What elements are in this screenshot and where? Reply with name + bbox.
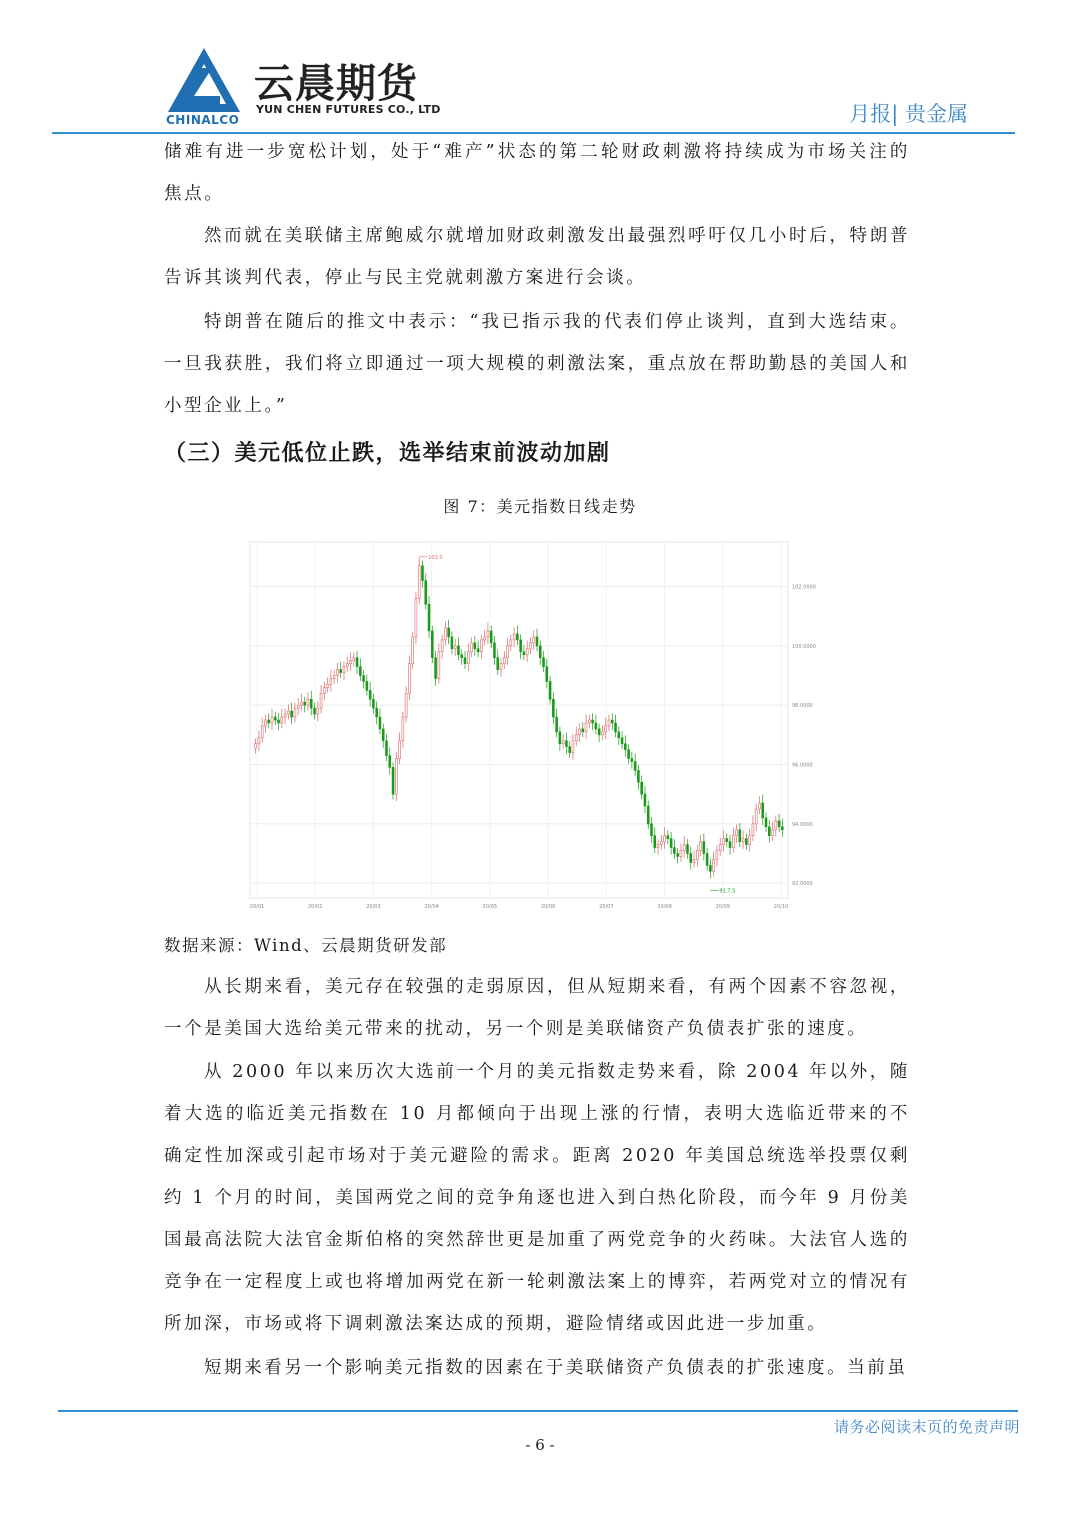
candle-body: [336, 670, 338, 676]
candle-body: [471, 643, 473, 652]
candle-body: [778, 821, 780, 827]
candle-body: [651, 824, 653, 836]
candle-body: [448, 628, 450, 637]
company-name-en: YUN CHEN FUTURES CO., LTD: [256, 103, 441, 116]
candle-body: [297, 705, 299, 708]
candle-body: [271, 717, 273, 723]
candle-body: [706, 854, 708, 866]
logo-short-name: CHINALCO: [166, 113, 240, 127]
candle-body: [536, 637, 538, 646]
candle-body: [664, 836, 666, 842]
annotation-label: 91.7.5: [719, 888, 736, 895]
candle-body: [353, 658, 355, 661]
candle-body: [330, 678, 332, 684]
candle-body: [621, 738, 623, 744]
footer-divider: [58, 1410, 1018, 1412]
candle-body: [634, 762, 636, 771]
candle-body: [637, 770, 639, 782]
candle-body: [503, 658, 505, 664]
candle-body: [624, 744, 626, 750]
candle-body: [402, 717, 404, 741]
candle-body: [350, 661, 352, 664]
candle-body: [497, 658, 499, 670]
candle-body: [781, 827, 783, 830]
x-tick-label: 20/07: [599, 904, 614, 910]
candle-body: [438, 652, 440, 679]
candle-body: [647, 806, 649, 824]
candle-body: [399, 741, 401, 759]
candle-body: [356, 658, 358, 667]
candle-body: [382, 729, 384, 741]
candle-body: [565, 741, 567, 747]
candle-body: [480, 640, 482, 652]
x-tick-label: 20/04: [424, 904, 439, 910]
paragraph-2: 然而就在美联储主席鲍威尔就增加财政刺激发出最强烈呼吁仅几小时后，特朗普告诉其谈判代表，停止与民主党就刺激方案进行会谈。: [164, 226, 910, 288]
candle-body: [569, 747, 571, 753]
x-tick-label: 20/06: [540, 904, 556, 910]
candle-body: [513, 634, 515, 640]
section-heading: （三）美元低位止跌，选举结束前波动加剧: [164, 440, 611, 466]
dollar-index-chart: [240, 534, 820, 914]
candle-body: [549, 681, 551, 699]
candle-body: [264, 720, 266, 726]
candle-body: [605, 726, 607, 732]
candle-body: [592, 720, 594, 723]
candle-body: [539, 646, 541, 658]
candle-body: [484, 637, 486, 640]
candle-body: [422, 566, 424, 581]
candle-body: [507, 646, 509, 658]
figure-caption: 图 7：美元指数日线走势: [443, 497, 637, 516]
candle-body: [755, 809, 757, 824]
candle-body: [582, 729, 584, 732]
candle-body: [729, 842, 731, 848]
candle-body: [323, 687, 325, 693]
candle-body: [726, 839, 728, 842]
candle-body: [598, 729, 600, 735]
candle-body: [559, 732, 561, 744]
candle-body: [467, 652, 469, 664]
candle-body: [673, 848, 675, 854]
candle-body: [441, 640, 443, 652]
candle-body: [310, 699, 312, 708]
candle-body: [713, 859, 715, 871]
y-tick-label: 98.0000: [792, 703, 813, 710]
candle-body: [585, 723, 587, 732]
candle-body: [628, 750, 630, 759]
candle-body: [431, 631, 433, 658]
candle-body: [255, 744, 257, 748]
report-type-label: 月报| 贵金属: [849, 102, 968, 126]
candle-body: [601, 732, 603, 735]
candle-body: [775, 821, 777, 830]
candle-body: [405, 693, 407, 717]
candle-body: [320, 693, 322, 708]
candle-body: [376, 708, 378, 717]
chart-svg: [240, 534, 820, 914]
candle-body: [369, 690, 371, 699]
candle-body: [363, 676, 365, 682]
candle-body: [703, 842, 705, 854]
candle-body: [654, 836, 656, 848]
candle-body: [644, 794, 646, 806]
y-tick-label: 100.0000: [792, 643, 816, 650]
x-tick-label: 20/02: [308, 904, 323, 910]
candle-body: [556, 717, 558, 732]
candle-body: [366, 681, 368, 690]
candle-body: [615, 723, 617, 732]
company-name-cn: 云晨期货: [254, 61, 418, 107]
candle-body: [683, 845, 685, 851]
x-tick-label: 20/05: [482, 904, 498, 910]
candle-body: [749, 836, 751, 845]
y-tick-label: 94.0000: [792, 821, 813, 828]
candle-body: [732, 836, 734, 848]
candle-body: [657, 845, 659, 848]
candle-body: [451, 637, 453, 649]
candle-body: [278, 720, 280, 723]
candle-body: [408, 664, 410, 694]
candle-body: [428, 604, 430, 631]
y-tick-label: 102.0000: [792, 584, 816, 591]
candle-body: [314, 708, 316, 714]
candle-body: [258, 738, 260, 744]
candle-body: [454, 646, 456, 649]
x-tick-label: 20/09: [715, 904, 730, 910]
candle-body: [307, 699, 309, 705]
candle-body: [709, 865, 711, 871]
candle-body: [696, 851, 698, 860]
candle-body: [677, 854, 679, 857]
candle-body: [611, 720, 613, 723]
candle-body: [526, 649, 528, 655]
x-tick-label: 20/03: [366, 904, 381, 910]
candle-body: [372, 699, 374, 708]
candle-body: [739, 830, 741, 842]
candle-body: [268, 720, 270, 723]
x-tick-label: 20/01: [249, 904, 265, 910]
candle-body: [281, 717, 283, 723]
candle-body: [543, 658, 545, 667]
candle-body: [765, 818, 767, 827]
candle-body: [631, 759, 633, 762]
candle-body: [575, 735, 577, 741]
y-tick-label: 92.0000: [792, 881, 813, 888]
page-number: - 6 -: [525, 1436, 555, 1454]
candle-body: [722, 839, 724, 845]
candle-body: [291, 711, 293, 717]
candle-body: [457, 646, 459, 655]
candle-body: [562, 741, 564, 744]
candle-body: [412, 637, 414, 664]
candle-body: [693, 859, 695, 862]
candle-body: [477, 649, 479, 652]
candle-body: [690, 854, 692, 863]
candle-body: [461, 655, 463, 658]
candle-body: [379, 717, 381, 729]
candle-body: [333, 676, 335, 679]
candle-body: [389, 756, 391, 768]
candle-body: [529, 643, 531, 649]
candle-body: [487, 631, 489, 637]
candle-body: [520, 640, 522, 652]
candle-body: [493, 643, 495, 658]
candle-body: [415, 598, 417, 637]
candle-body: [745, 839, 747, 845]
candle-body: [670, 839, 672, 848]
candle-body: [719, 845, 721, 851]
candle-body: [343, 667, 345, 673]
candle-body: [294, 708, 296, 717]
candle-body: [687, 845, 689, 854]
candle-body: [261, 726, 263, 738]
candle-body: [516, 634, 518, 640]
annotation-label: 103.0: [428, 554, 443, 561]
candle-body: [346, 664, 348, 667]
candle-body: [768, 827, 770, 836]
candle-body: [327, 684, 329, 687]
candle-body: [395, 759, 397, 795]
candle-body: [392, 767, 394, 794]
candle-body: [425, 581, 427, 605]
candle-body: [500, 664, 502, 670]
candle-body: [588, 720, 590, 723]
candle-body: [435, 658, 437, 679]
candle-body: [474, 643, 476, 649]
candle-body: [317, 708, 319, 714]
page-header: [0, 0, 1080, 140]
candle-body: [758, 803, 760, 809]
candle-body: [579, 729, 581, 735]
x-tick-label: 20/08: [657, 904, 672, 910]
candle-body: [304, 702, 306, 705]
candle-body: [742, 839, 744, 842]
plot-area: [250, 542, 788, 898]
candle-body: [418, 566, 420, 599]
candle-body: [490, 631, 492, 643]
disclaimer-note: 请务必阅读末页的免责声明: [833, 1418, 1020, 1436]
candle-body: [287, 711, 289, 714]
paragraph-5: 从 2000 年以来历次大选前一个月的美元指数走势来看，除 2004 年以外，随着大选的临近美元指数在 10 月都倾向于出现上涨的行情，表明大选临近带来的不确定性加深或引起市场对于美元避险的需求。距离 2020 年美国总统选举投票仅剩约 1 个月的时间，美国两党之间的竞争角逐也进入到白热化阶段，而今年 9 月份美国最高法院大法官金斯伯格的突然辞世更是加重了两党竞争的火药味。大法官人选的竞争在一定程度上或也将增加两党在新一轮刺激法案上的博弈，若两党对立的情况有所加深，市场或将下调刺激法案达成的预期，避险情绪或因此进一步加重。: [164, 1062, 910, 1334]
candle-body: [510, 640, 512, 646]
candle-body: [641, 782, 643, 794]
candle-body: [340, 670, 342, 673]
candle-body: [523, 652, 525, 655]
data-source: 数据来源：Wind、云晨期货研发部: [164, 936, 448, 955]
candle-body: [359, 667, 361, 676]
paragraph-1: 储难有进一步宽松计划，处于“难产”状态的第二轮财政刺激将持续成为市场关注的焦点。: [164, 142, 910, 204]
x-tick-label: 20/10: [773, 904, 789, 910]
candle-body: [608, 720, 610, 726]
candle-body: [464, 658, 466, 664]
candle-body: [680, 851, 682, 857]
candle-body: [595, 723, 597, 729]
candle-body: [274, 717, 276, 720]
candle-body: [762, 803, 764, 818]
candle-body: [533, 637, 535, 643]
candle-body: [660, 842, 662, 845]
candle-body: [552, 699, 554, 717]
candle-body: [572, 741, 574, 753]
candle-body: [772, 830, 774, 836]
paragraph-3: 特朗普在随后的推文中表示：“我已指示我的代表们停止谈判，直到大选结束。一旦我获胜，我们将立即通过一项大规模的刺激法案，重点放在帮助勤恳的美国人和小型企业上。”: [164, 312, 910, 416]
candle-body: [716, 851, 718, 860]
paragraph-4: 从长期来看，美元存在较强的走弱原因，但从短期来看，有两个因素不容忽视，一个是美国大选给美元带来的扰动，另一个则是美联储资产负债表扩张的速度。: [164, 977, 910, 1039]
candle-body: [667, 836, 669, 839]
candle-body: [700, 842, 702, 851]
candle-body: [444, 628, 446, 640]
candle-body: [284, 714, 286, 717]
candle-body: [752, 824, 754, 836]
candle-body: [386, 741, 388, 756]
candle-body: [618, 732, 620, 738]
paragraph-6: 短期来看另一个影响美元指数的因素在于美联储资产负债表的扩张速度。当前虽: [204, 1358, 908, 1378]
candle-body: [546, 667, 548, 682]
candle-body: [300, 702, 302, 705]
candle-body: [736, 830, 738, 836]
y-tick-label: 96.0000: [792, 762, 813, 769]
